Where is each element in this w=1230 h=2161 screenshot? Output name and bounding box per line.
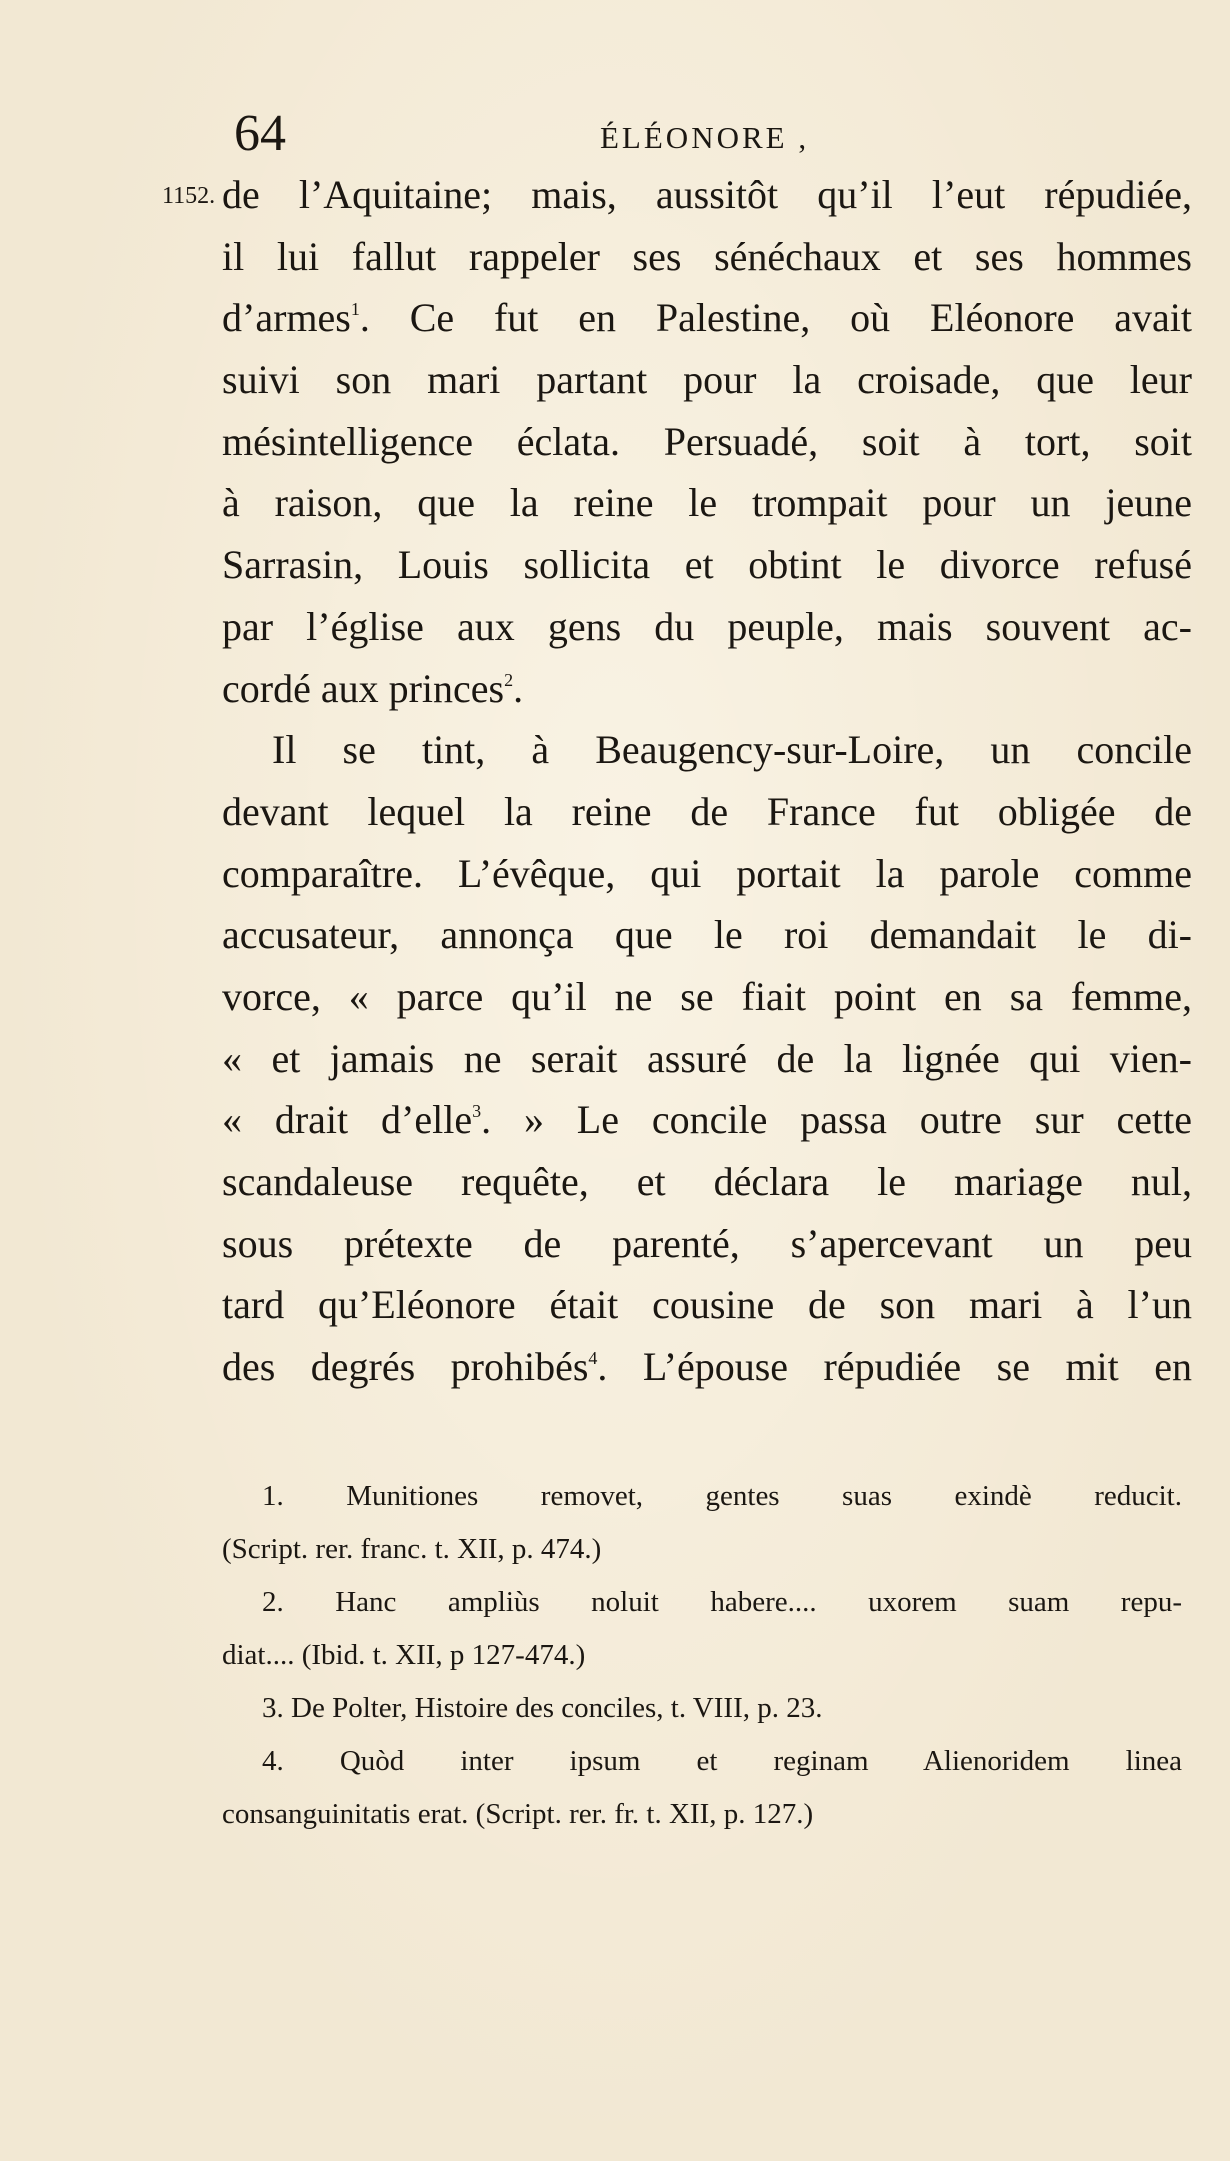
footnotes: [222, 1470, 1182, 1841]
text-line: suivi son mari partant pour la croisade, que leur: [222, 357, 1192, 403]
footnote-4-cont: consanguinitatis erat. (Script. rer. fr. t. XII, p. 127.): [222, 1798, 814, 1830]
text-line: il lui fallut rappeler ses sénéchaux et ses hommes: [222, 233, 1192, 279]
running-title: ÉLÉONORE ,: [600, 120, 810, 155]
footnote-2: 2. Hanc ampliùs noluit habere.... uxorem suam repu-: [262, 1586, 1182, 1618]
footnote-1: 1. Munitiones removet, gentes suas exindè reducit.: [262, 1480, 1182, 1512]
footnote-ref-1: 1: [350, 299, 360, 320]
text-line: par l’église aux gens du peuple, mais souvent ac-: [222, 603, 1192, 649]
text-line: accusateur, annonça que le roi demandait le di-: [222, 912, 1192, 958]
text-line: comparaître. L’évêque, qui portait la parole comme: [222, 850, 1192, 896]
margin-year-note: 1152.: [162, 183, 216, 209]
text-line: « drait d’elle$^3$. » Le concile passa outre sur cette: [222, 1097, 1192, 1143]
text-line: tard qu’Eléonore était cousine de son mari à l’un: [222, 1282, 1192, 1328]
text-line: sous prétexte de parenté, s’apercevant un peu: [222, 1220, 1192, 1266]
text-line: mésintelligence éclata. Persuadé, soit à tort, soit: [222, 418, 1192, 464]
text-line: des degrés prohibés$^4$. L’épouse répudiée se mit en: [222, 1344, 1192, 1390]
text-line: à raison, que la reine le trompait pour un jeune: [222, 480, 1192, 526]
text-line: d’armes$^1$. Ce fut en Palestine, où Eléonore avait: [222, 295, 1192, 341]
main-text: [222, 164, 1192, 1398]
text-line: Il se tint, à Beaugency-sur-Loire, un concile: [272, 727, 1192, 773]
footnote-1-cont: (Script. rer. franc. t. XII, p. 474.): [222, 1533, 602, 1565]
page-number: 64: [234, 105, 286, 162]
text-line: Sarrasin, Louis sollicita et obtint le divorce refusé: [222, 542, 1192, 588]
text-line: cordé aux princes$^2$.: [222, 665, 524, 711]
footnote-ref-3: 3: [472, 1101, 482, 1122]
text-line: vorce, « parce qu’il ne se fiait point en sa femme,: [222, 973, 1192, 1019]
text-line: devant lequel la reine de France fut obligée de: [222, 788, 1192, 834]
text-line: de l’Aquitaine; mais, aussitôt qu’il l’eut répudiée,: [222, 172, 1192, 217]
footnote-3: 3. De Polter, Histoire des conciles, t. VIII, p. 23.: [262, 1692, 823, 1724]
text-line: « et jamais ne serait assuré de la lignée qui vien-: [222, 1035, 1192, 1081]
footnote-ref-4: 4: [588, 1348, 598, 1369]
footnote-ref-2: 2: [504, 669, 514, 690]
footnote-2-cont: diat.... (Ibid. t. XII, p 127-474.): [222, 1639, 586, 1671]
footnote-4: 4. Quòd inter ipsum et reginam Alienoridem linea: [262, 1745, 1182, 1777]
text-line: scandaleuse requête, et déclara le mariage nul,: [222, 1159, 1192, 1204]
